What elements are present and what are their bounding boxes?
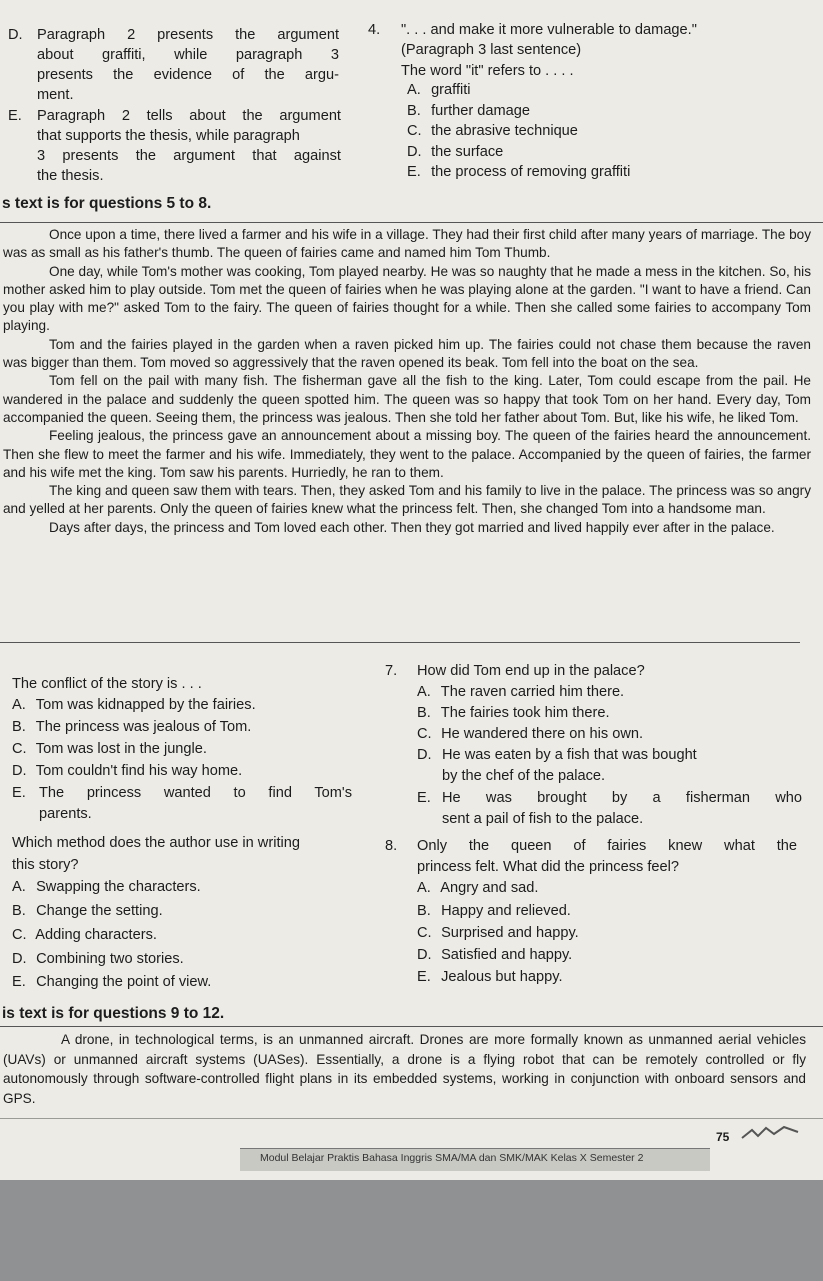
q5-option[interactable]: B. The princess was jealous of Tom.	[12, 719, 252, 735]
q6-prompt: Which method does the author use in writing	[12, 835, 300, 851]
q4-option[interactable]: A. graffiti	[407, 82, 471, 98]
q5-option[interactable]: A. Tom was kidnapped by the fairies.	[12, 697, 256, 713]
q6-option[interactable]: D. Combining two stories.	[12, 951, 184, 967]
q8-option[interactable]: A. Angry and sad.	[417, 880, 539, 896]
story-paragraph: Once upon a time, there lived a farmer and his wife in a village. They had their first child after many years of marriage. The boy was as small as his father's thumb. The queen of fairies came and named him Tom Thumb.	[3, 227, 811, 261]
q7-prompt: How did Tom end up in the palace?	[417, 663, 645, 679]
story-paragraph: Days after days, the princess and Tom loved each other. Then they got married and lived happily ever after in the palace.	[49, 519, 775, 535]
question-number: 8.	[385, 838, 398, 854]
page-corner-ornament-icon	[740, 1124, 800, 1144]
q4-option[interactable]: E. the process of removing graffiti	[407, 164, 631, 180]
q6-option[interactable]: B. Change the setting.	[12, 903, 163, 919]
question-number: 4.	[368, 22, 381, 38]
q5-option[interactable]: C. Tom was lost in the jungle.	[12, 741, 207, 757]
q8-option[interactable]: C. Surprised and happy.	[417, 925, 579, 941]
q8-option[interactable]: E. Jealous but happy.	[417, 969, 563, 985]
below-page-area	[0, 1180, 823, 1281]
box-bottom-border	[0, 642, 800, 643]
q4-option[interactable]: C. the abrasive technique	[407, 123, 578, 139]
story-paragraph: Tom and the fairies played in the garden when a raven picked him up. The fairies could not chase them because the raven was bigger than them. Tom moved so aggressively that the raven opened its beak. Tom fell into the boat on the sea.	[3, 336, 811, 371]
q6-option[interactable]: C. Adding characters.	[12, 927, 157, 943]
option-line: 3 presents the argument that against	[37, 148, 341, 164]
q7-option[interactable]: C. He wandered there on his own.	[417, 726, 644, 742]
option-letter: D.	[8, 27, 23, 43]
option-letter: E.	[8, 108, 22, 124]
drone-paragraph: A drone, in technological terms, is an unmanned aircraft. Drones are more formally known as unmanned aerial vehicles (UAVs) or unmanned aircraft systems (UASes). Essentially, a drone is a flying robot that can be remotely controlled or fly autonomously through software-controlled flight plans in its embedded systems, working in conjunction with onboard sensors and GPS.	[3, 1032, 806, 1106]
story-paragraph: One day, while Tom's mother was cooking, Tom played nearby. He was so naughty that he made a mess in the kitchen. So, his mother asked him to play outside. Tom met the queen of fairies when he was playing alone at the garden. "I want to have a friend. Can you play with me?" asked Tom to the fairy. The queen of fairies thought for a while. Then she called some fairies to accompany Tom playing.	[3, 263, 811, 334]
option-line: the thesis.	[37, 168, 104, 184]
q8-prompt-line2: princess felt. What did the princess feel?	[417, 859, 680, 875]
story-paragraph: The king and queen saw them with tears. Then, they asked Tom and his family to live in the palace. The princess was so angry and yelled at her parents. Only the queen of fairies knew what the princess felt. Then, she changed Tom into a handsome man.	[3, 483, 811, 517]
page-number: 75	[716, 1130, 730, 1144]
box-top-border	[0, 1026, 823, 1027]
textbook-page: D. Paragraph 2 presents the argument about graffiti, while paragraph 3 presents the evidence of the argu- ment. E. Paragraph 2 tells about the argument that supports the thesis, while paragraph 3 presents the argument that against the thesis. 4. ". . . and make it more vulnerable to damage." (Paragraph 3 last sentence) The word "it" refers to . . . . A. graffiti B. further damage C. the abrasive technique D. the surface E. the process of removing graffiti s text is for questions 5 to 8. Once upon a time, there lived a farmer and his wife in a village. They had their first child after many years of marriage. The boy was as small as his father's thumb. The queen of fairies came and named him Tom Thumb. One day, while Tom's mother was cooking, Tom played nearby. He was so naughty that he made a mess in the kitchen. So, his mother asked him to play outside. Tom met the queen of fairies when he was playing alone at the garden. "I want to have a friend. Can you play with me?" asked Tom to the fairy. The queen of fairies thought for a while. Then she called some fairies to accompany Tom playing. Tom and the fairies played in the garden when a raven picked him up. The fairies could not chase them because the raven was bigger than them. Tom moved so aggressively that the raven opened its beak. Tom fell into the boat on the sea. Tom fell on the pail with many fish. The fisherman gave all the fish to the king. Later, Tom could escape from the pail. He wandered in the palace and suddenly the queen spotted him. The queen was so happy that took Tom on her hand. Every day, Tom accompanied the queen. Seeing them, the princess was jealous. Then she told her father about Tom. But, like his wife, he liked Tom. Feeling jealous, the princess gave an announcement about a missing boy. The queen of the fairies heard the announcement. Then she flew to meet the farmer and his wife. Immediately, they went to the palace. Accompanied by the queen of fairies, the farmer and his wife met the king. Tom saw his parents. Hurriedly, he ran to them. The king and queen saw them with tears. Then, they asked Tom and his family to live in the palace. The princess was so angry and yelled at her parents. Only the queen of fairies knew what the princess felt. Then, she changed Tom into a handsome man. Days after days, the princess and Tom loved each other. Then they got married and lived happily ever after in the palace. The conflict of the story is . . . A. Tom was kidnapped by the fairies. B. The princess was jealous of Tom. C. Tom was lost in the jungle. D. Tom couldn't find his way home. E. The princess wanted to find Tom's parents. Which method does the author use in writing this story? A. Swapping the characters. B. Change the setting. C. Adding characters. D. Combining two stories. E. Changing the point of view. 7. How did Tom end up in the palace? A. The raven carried him there. B. The fairies took him there. C. He wandered there on his own. D. He was eaten by a fish that was bought by the chef of the palace. E. He was brought by a fisherman who sent a pail of fish to the palace. 8. Only the queen of fairies knew what the princess felt. What did the princess feel? A. Angry and sad. B. Happy and relieved. C. Surprised and happy. D. Satisfied and happy. E. Jealous but happy. is text is for questions 9 to 12. A drone, in technological terms, is an unmanned aircraft. Drones are more formally known as unmanned aerial vehicles (UAVs) or unmanned aircraft systems (UASes). Essentially, a drone is a flying robot that can be remotely controlled or fly autonomously through software-controlled flight plans in its embedded systems, working in conjunction with onboard sensors and GPS. Modul Belajar Praktis Bahasa Inggris SMA/MA dan SMK/MAK Kelas X Semester 2 75	[0, 0, 823, 1180]
option-line: ment.	[37, 87, 74, 103]
story-paragraph: Feeling jealous, the princess gave an announcement about a missing boy. The queen of the fairies heard the announcement. Then she flew to meet the farmer and his wife. Immediately, they went to the palace. Accompanied by the queen of fairies, the farmer and his wife met the king. Tom saw his parents. Hurriedly, he ran to them.	[3, 428, 811, 480]
q6-prompt-line2: this story?	[12, 857, 79, 873]
q8-option[interactable]: D. Satisfied and happy.	[417, 947, 573, 963]
story-paragraph: Tom fell on the pail with many fish. The fisherman gave all the fish to the king. Later, Tom could escape from the pail. He wandered in the palace and suddenly the queen spotted him. The queen was so happy that took Tom on her hand. Every day, Tom accompanied the queen. Seeing them, the princess was jealous. Then she told her father about Tom. But, like his wife, he liked Tom.	[3, 373, 811, 425]
option-line: Paragraph 2 tells about the argument	[37, 108, 341, 124]
option-line: about graffiti, while paragraph 3	[37, 47, 339, 63]
question-number: 7.	[385, 663, 398, 679]
option-line: that supports the thesis, while paragraph	[37, 128, 300, 144]
story-text	[3, 226, 811, 537]
option-line: Paragraph 2 presents the argument	[37, 27, 339, 43]
option-line: presents the evidence of the argu-	[37, 67, 339, 83]
q7-option[interactable]: A. The raven carried him there.	[417, 684, 625, 700]
q8-option[interactable]: B. Happy and relieved.	[417, 903, 571, 919]
footer-book-title: Modul Belajar Praktis Bahasa Inggris SMA/MA dan SMK/MAK Kelas X Semester 2	[260, 1152, 644, 1164]
q8-prompt: Only the queen of fairies knew what the	[417, 838, 797, 854]
section-heading-9-12: is text is for questions 9 to 12.	[2, 1005, 225, 1022]
q6-option[interactable]: E. Changing the point of view.	[12, 974, 212, 990]
box-bottom-border	[0, 1118, 823, 1119]
q4-quote: ". . . and make it more vulnerable to damage."	[401, 22, 697, 38]
box-top-border	[0, 222, 823, 223]
q7-option[interactable]: B. The fairies took him there.	[417, 705, 610, 721]
section-heading-5-8: s text is for questions 5 to 8.	[2, 195, 212, 212]
q4-option[interactable]: B. further damage	[407, 103, 531, 119]
q4-option[interactable]: D. the surface	[407, 144, 504, 160]
q5-option[interactable]: D. Tom couldn't find his way home.	[12, 763, 243, 779]
q6-option[interactable]: A. Swapping the characters.	[12, 879, 201, 895]
q5-prompt: The conflict of the story is . . .	[12, 676, 202, 692]
q4-reference: (Paragraph 3 last sentence)	[401, 42, 582, 58]
q4-prompt: The word "it" refers to . . . .	[401, 63, 574, 79]
drone-passage	[3, 1030, 806, 1108]
